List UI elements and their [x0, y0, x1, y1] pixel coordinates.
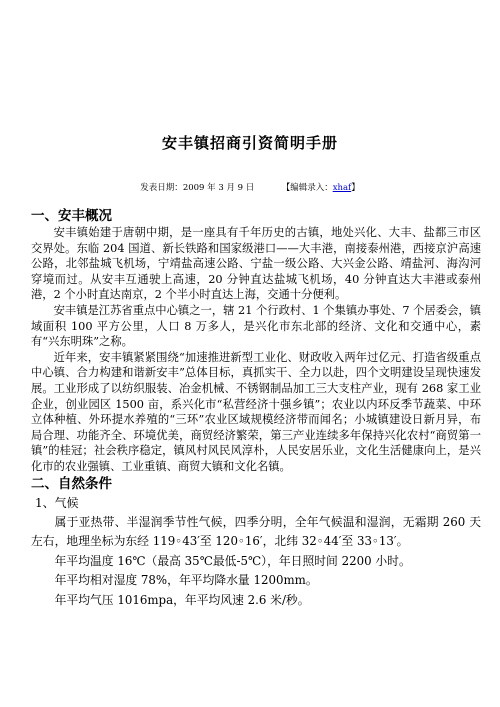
publish-date-label: 发表日期： [140, 183, 183, 193]
paragraph: 年平均相对湿度 78%，年平均降水量 1200mm。 [54, 573, 318, 587]
editor-close: 】 [351, 183, 360, 193]
editor-label: 【编辑录入： [281, 183, 333, 193]
editor-link[interactable]: xhaf [332, 183, 352, 193]
publish-date: 2009 年 3 月 9 日 [182, 183, 255, 193]
document-body [31, 207, 481, 610]
paragraph: 安丰镇始建于唐朝中期，是一座具有千年历史的古镇，地处兴化、大丰、盐都三市区交界处。东临 204 国道、新长铁路和国家级港口——大丰港，南接泰州港，西接京沪高速公路，北邻盐城飞机场，宁靖盐高速公路、宁盐一级公路、大兴金公路、靖盐河、海沟河穿境而过。从安丰互通驶上高速，20 分钟直达盐城飞机场，40 分钟直达大丰港或泰州港，2 个小时直达南京，2 个半小时直达上海，交通十分便利。 [31, 226, 481, 302]
section-heading-natural: 二、自然条件 [31, 475, 112, 492]
document-title: 安丰镇招商引资简明手册 [161, 134, 338, 152]
section-heading-overview: 一、安丰概况 [31, 208, 112, 224]
overview-text [31, 225, 481, 475]
paragraph: 年平均气压 1016mpa，年平均风速 2.6 米/秒。 [54, 592, 310, 607]
climate-text [31, 513, 481, 611]
paragraph: 属于亚热带、半湿润季节性气候，四季分明，全年气候温和湿润，无霜期 260 天左右，地理坐标为东经 119◦43′至 120◦16′，北纬 32◦44′至 33◦13′。 [31, 514, 481, 548]
paragraph: 近年来，安丰镇紧紧围绕“加速推进新型工业化、财政收入两年过亿元、打造省级重点中心镇、合力构建和谐新安丰”总体目标，真抓实干、全力以赴，四个文明建设呈现快速发展。工业形成了以纺织服装、冶金机械、不锈钢制品加工三大支柱产业，现有 268 家工业企业，创业园区 1500 亩，系兴化市“私营经济十强乡镇”；农业以内环反季节蔬菜、中环立体种植、外环提水养殖的“三环”农业区域规模经济带而闻名；小城镇建设日新月异，布局合理、功能齐全、环境优美，商贸经济繁荣，第三产业连续多年保持兴化农村“商贸第一镇”的桂冠；社会秩序稳定，镇风村风民风淳朴，人民安居乐业，文化生活健康向上，是兴化市的农业强镇、工业重镇、商贸大镇和文化名镇。 [31, 350, 481, 473]
publish-meta [0, 181, 500, 193]
paragraph: 年平均温度 16℃（最高 35℃最低-5℃），年日照时间 2200 小时。 [54, 553, 411, 568]
subheading-climate: 1、气候 [35, 495, 79, 510]
paragraph: 安丰镇是江苏省重点中心镇之一，辖 21 个行政村、1 个集镇办事处、7 个居委会，镇域面积 100 平方公里，人口 8 万多人，是兴化市东北部的经济、文化和交通中心，素有“兴东明珠”之称。 [31, 303, 481, 349]
